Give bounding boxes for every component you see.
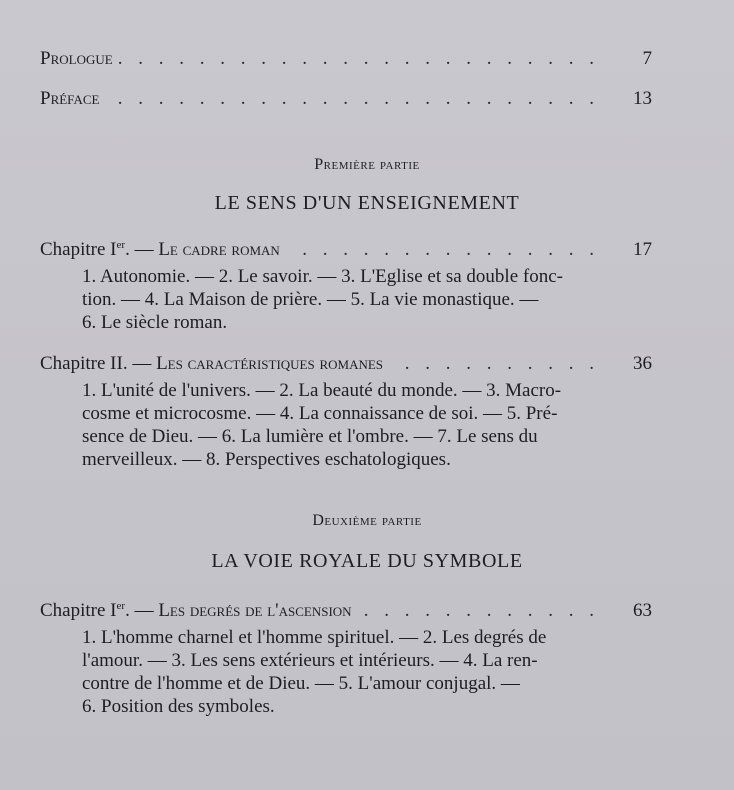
dot-leader <box>389 353 594 375</box>
dot-leader <box>105 88 594 110</box>
chapter-summary-line: 1. Autonomie. — 2. Le savoir. — 3. L'Eglise et sa double fonc- <box>82 266 563 287</box>
part-title: LA VOIE ROYALE DU SYMBOLE <box>211 550 523 572</box>
toc-chapter[interactable] <box>40 600 652 626</box>
chapter-dash: . — <box>125 239 159 260</box>
page-number: 36 <box>633 353 652 374</box>
chapter-title: Les caractéristiques romanes <box>156 353 384 374</box>
chapter-dash: . — <box>125 600 159 621</box>
chapter-summary-line: 6. Le siècle roman. <box>82 312 228 333</box>
toc-entry-prologue[interactable] <box>40 48 652 74</box>
chapter-sup: er <box>116 239 126 251</box>
toc-entry-preface[interactable] <box>40 88 652 114</box>
part-title: LE SENS D'UN ENSEIGNEMENT <box>214 192 520 214</box>
chapter-label <box>40 239 280 261</box>
entry-label: Prologue <box>40 48 113 69</box>
toc-chapter[interactable] <box>40 239 652 265</box>
chapter-prefix: Chapitre II <box>40 353 123 374</box>
chapter-summary-line: merveilleux. — 8. Perspectives eschatologiques. <box>82 449 451 470</box>
chapter-title: Les degrés de l'ascension <box>158 600 352 621</box>
page-number: 7 <box>642 48 652 69</box>
part-label: Deuxième partie <box>312 512 422 529</box>
chapter-label <box>40 353 383 375</box>
entry-label: Préface <box>40 88 100 109</box>
chapter-summary-line: tion. — 4. La Maison de prière. — 5. La vie monastique. — <box>82 289 539 310</box>
page-number: 63 <box>633 600 652 621</box>
chapter-sup: er <box>116 600 126 612</box>
page-number: 17 <box>633 239 652 260</box>
chapter-summary-line: 1. L'homme charnel et l'homme spirituel. — 2. Les degrés de <box>82 627 547 648</box>
chapter-title: Le cadre roman <box>158 239 280 260</box>
toc-chapter[interactable] <box>40 353 652 379</box>
chapter-prefix: Chapitre I <box>40 239 117 260</box>
chapter-summary-line: cosme et microcosme. — 4. La connaissance de soi. — 5. Pré- <box>82 403 558 424</box>
dot-leader <box>286 239 594 261</box>
chapter-dash: . — <box>122 353 157 374</box>
chapter-summary-line: sence de Dieu. — 6. La lumière et l'ombre. — 7. Le sens du <box>82 426 538 447</box>
page-number: 13 <box>633 88 652 109</box>
dot-leader <box>358 600 594 622</box>
chapter-prefix: Chapitre I <box>40 600 117 621</box>
chapter-summary-line: l'amour. — 3. Les sens extérieurs et intérieurs. — 4. La ren- <box>82 650 538 671</box>
chapter-summary-line: contre de l'homme et de Dieu. — 5. L'amour conjugal. — <box>82 673 520 694</box>
chapter-summary-line: 1. L'unité de l'univers. — 2. La beauté du monde. — 3. Macro- <box>82 380 562 401</box>
chapter-label <box>40 600 352 622</box>
part-label: Première partie <box>314 156 420 173</box>
dot-leader <box>119 48 594 70</box>
chapter-summary-line: 6. Position des symboles. <box>82 696 275 717</box>
